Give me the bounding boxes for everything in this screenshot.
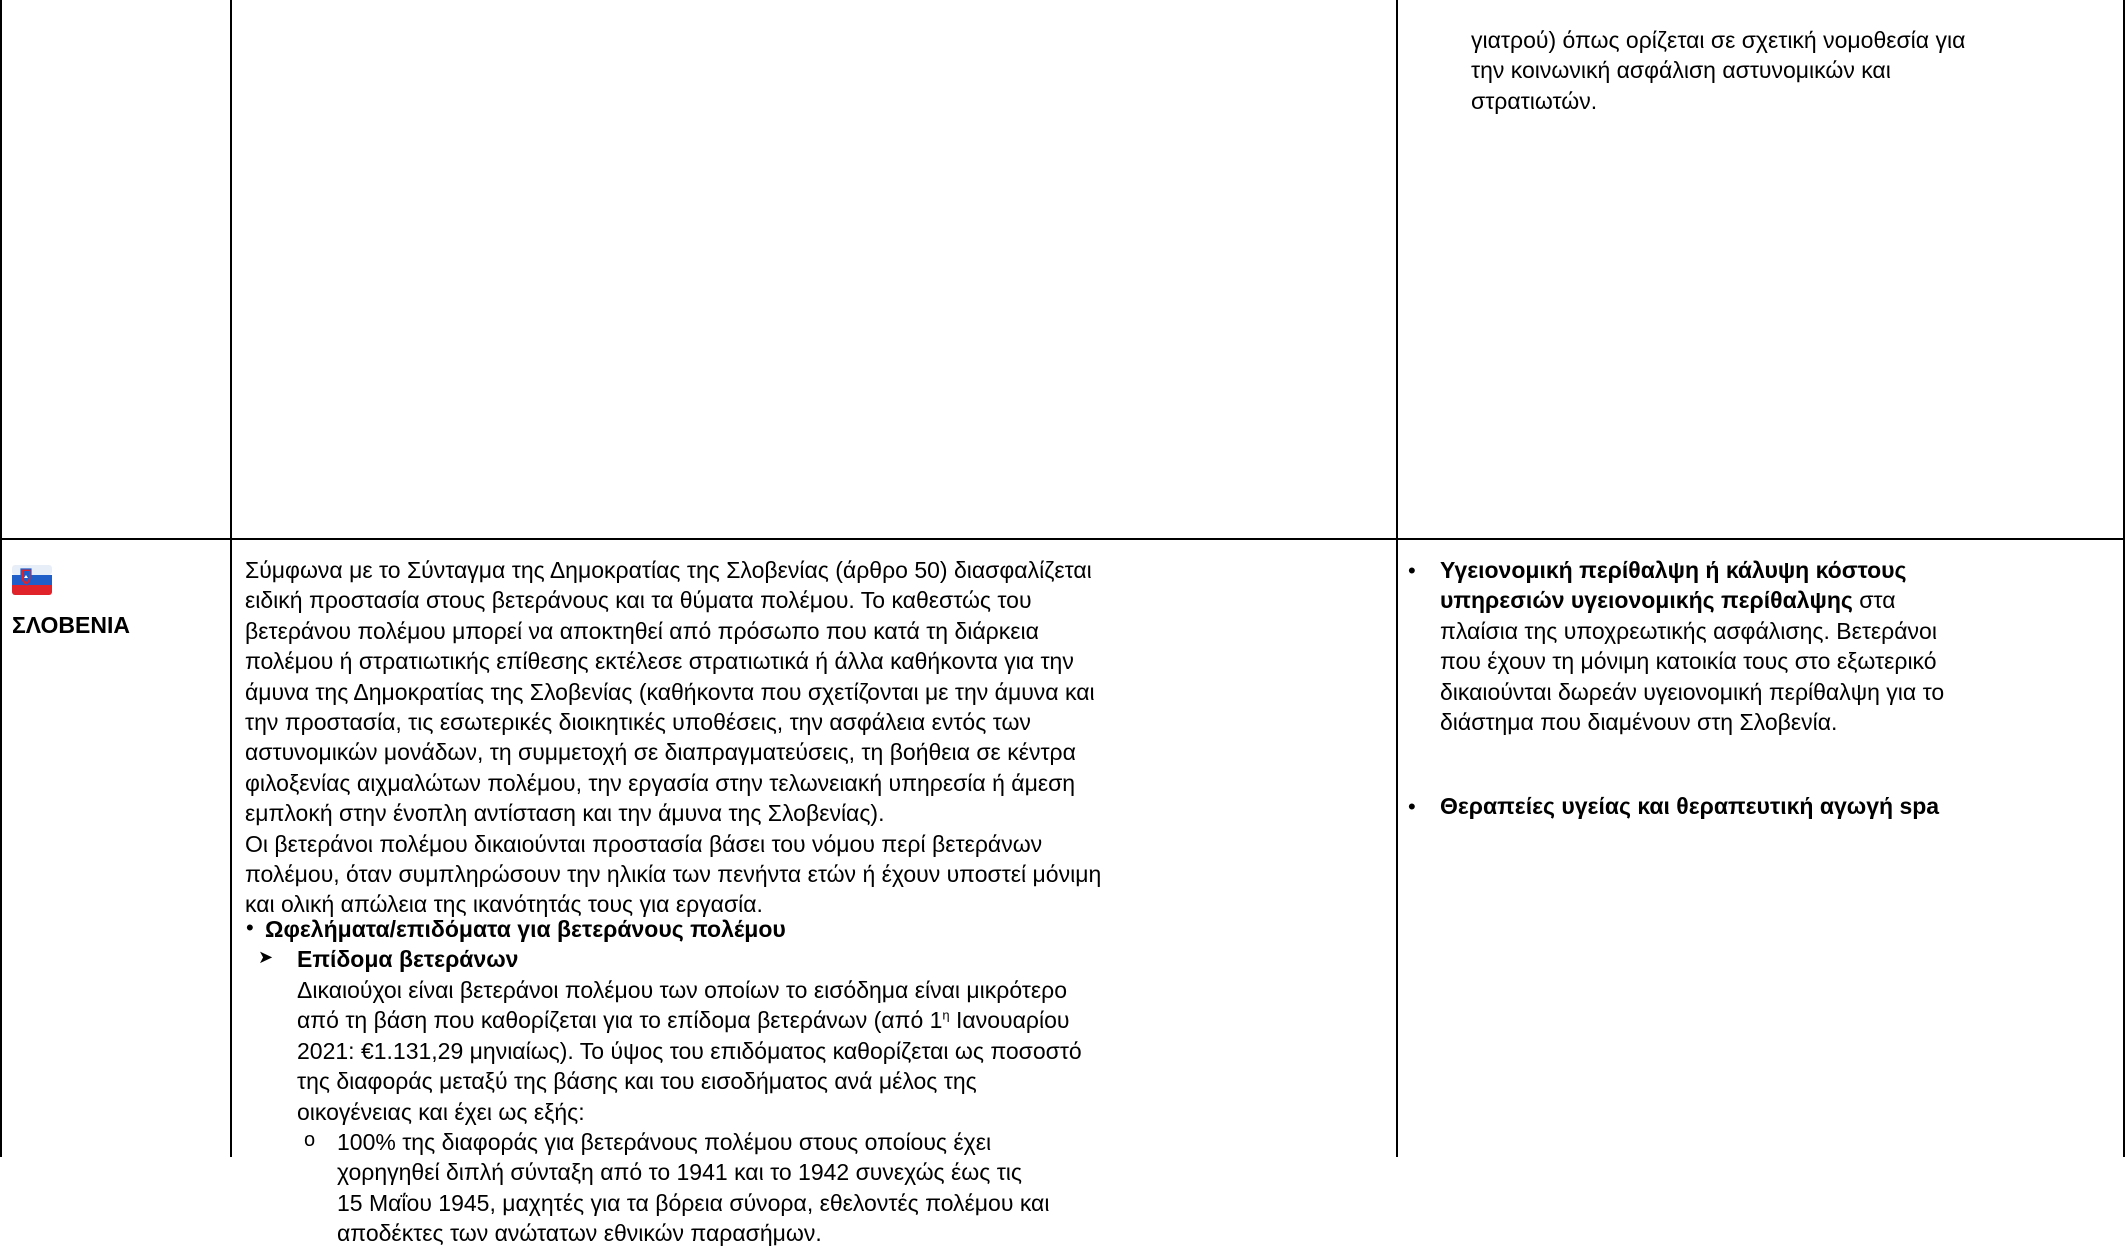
text-line: φιλοξενίας αιχμαλώτων πολέμου, την εργασία στην τελωνειακή υπηρεσία ή άμεση <box>245 769 1076 796</box>
text-fragment: Ιανουαρίου <box>949 1007 1070 1034</box>
text-line <box>297 1005 1082 1035</box>
text-line: Οι βετεράνοι πολέμου δικαιούνται προστασία βάσει του νόμου περί βετεράνων <box>245 830 1043 857</box>
text-line: 2021: €1.131,29 μηνιαίως). Το ύψος του επιδόματος καθορίζεται ως ποσοστό <box>297 1037 1082 1064</box>
middle-intro-text <box>245 555 1101 920</box>
text-line: διάστημα που διαμένουν στη Σλοβενία. <box>1440 709 1838 736</box>
text-line: που έχουν τη μόνιμη κατοικία τους στο εξωτερικό <box>1440 648 1937 675</box>
text-line: πολέμου, όταν συμπληρώσουν την ηλικία των πενήντα ετών ή έχουν υποστεί μόνιμη <box>245 861 1102 888</box>
allowance-heading: Επίδομα βετεράνων <box>297 946 519 972</box>
text-line: την προστασία, τις εσωτερικές διοικητικές υποθέσεις, την ασφάλεια εντός των <box>245 709 1031 736</box>
text-line: της διαφοράς μεταξύ της βάσης και του εισοδήματος ανά μέλος της <box>297 1068 977 1095</box>
text-line: πλαίσια της υποχρεωτικής ασφάλισης. Βετεράνοι <box>1440 617 1937 644</box>
text-line: και ολική απώλεια της ικανότητάς τους για εργασία. <box>245 891 763 918</box>
slovenia-flag-icon <box>12 565 52 595</box>
text-line: την κοινωνική ασφάλιση αστυνομικών και <box>1471 57 1891 84</box>
text-fragment: από τη βάση που καθορίζεται για το επίδομα βετεράνων (από 1 <box>297 1007 943 1034</box>
text-line: οικογένειας και έχει ως εξής: <box>297 1098 585 1125</box>
text-line: στρατιωτών. <box>1471 87 1598 114</box>
text-line <box>1440 585 1944 615</box>
text-line: εμπλοκή στην ένοπλη αντίσταση και την άμυνα της Σλοβενίας). <box>245 800 885 827</box>
text-line: πολέμου ή στρατιωτικής επίθεσης εκτέλεσε στρατιωτικά ή άλλα καθήκοντα για την <box>245 648 1074 675</box>
text-line: αστυνομικών μονάδων, τη συμμετοχή σε διαπραγματεύσεις, τη βοήθεια σε κέντρα <box>245 739 1076 766</box>
table-border-col2 <box>1396 0 1398 1157</box>
bullet-icon: • <box>246 915 254 940</box>
table-border-right <box>2123 0 2125 1157</box>
sub-item-1-text <box>337 1127 1049 1249</box>
text-line: 100% της διαφοράς για βετεράνους πολέμου στους οποίους έχει <box>337 1129 992 1155</box>
text-line: Δικαιούχοι είναι βετεράνοι πολέμου των οποίων το εισόδημα είναι μικρότερο <box>297 977 1068 1003</box>
table-border-left <box>0 0 2 1157</box>
text-fragment: στα <box>1852 587 1896 614</box>
arrow-bullet-icon: ➤ <box>258 947 274 967</box>
right-item-1 <box>1440 555 1944 737</box>
text-line: δικαιούνται δωρεάν υγειονομική περίθαλψη για το <box>1440 678 1945 705</box>
text-line: ειδική προστασία στους βετεράνους και τα θύματα πολέμου. Το καθεστώς του <box>245 587 1032 614</box>
bullet-icon: • <box>1408 794 1416 819</box>
text-line: 15 Μαΐου 1945, μαχητές για τα βόρεια σύνορα, εθελοντές πολέμου και <box>337 1189 1050 1216</box>
text-line: γιατρού) όπως ορίζεται σε σχετική νομοθεσία για <box>1471 27 1966 53</box>
text-line: άμυνα της Δημοκρατίας της Σλοβενίας (καθήκοντα που σχετίζονται με την άμυνα και <box>245 678 1095 705</box>
table-row-divider <box>0 538 2125 540</box>
text-line: Υγειονομική περίθαλψη ή κάλυψη κόστους <box>1440 557 1907 583</box>
text-fragment: υπηρεσιών υγειονομικής περίθαλψης <box>1440 587 1853 614</box>
text-line: χορηγηθεί διπλή σύνταξη από το 1941 και το 1942 συνεχώς έως τις <box>337 1159 1022 1186</box>
benefits-heading: Ωφελήματα/επιδόματα για βετεράνους πολέμου <box>265 916 786 942</box>
bullet-icon: • <box>1408 558 1416 583</box>
text-line: βετεράνου πολέμου μπορεί να αποκτηθεί από πρόσωπο που κατά τη διάρκεια <box>245 617 1039 644</box>
country-name: ΣΛΟΒΕΝΙΑ <box>12 612 130 638</box>
right-item-2: Θεραπείες υγείας και θεραπευτική αγωγή spa <box>1440 793 1940 819</box>
superscript: η <box>942 1007 950 1023</box>
allowance-text <box>297 975 1082 1127</box>
top-row-right-text <box>1471 25 1965 116</box>
table-border-col1 <box>230 0 232 1157</box>
circle-bullet-icon: o <box>304 1129 316 1151</box>
text-line: Σύμφωνα με το Σύνταγμα της Δημοκρατίας της Σλοβενίας (άρθρο 50) διασφαλίζεται <box>245 557 1092 583</box>
text-line: αποδέκτες των ανώτατων εθνικών παρασήμων. <box>337 1220 822 1247</box>
